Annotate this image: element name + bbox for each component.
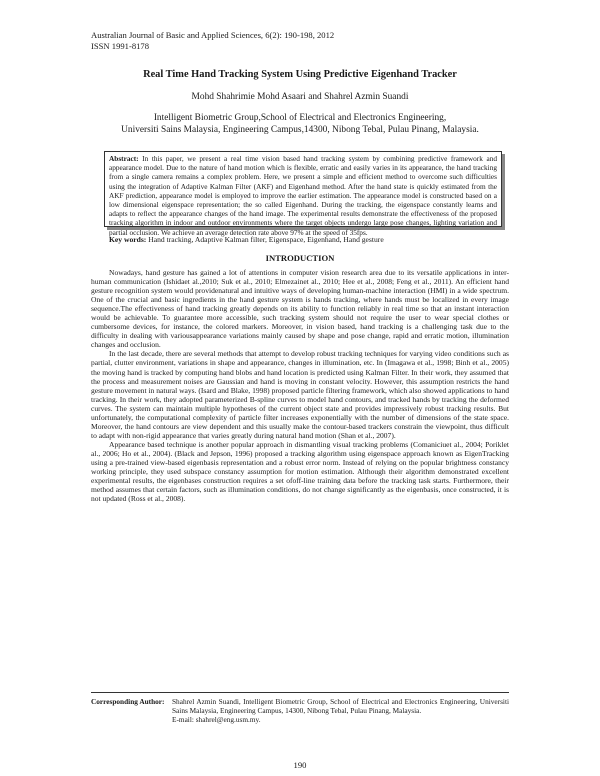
paragraph: In the last decade, there are several methods that attempt to develop robust tracking techniques for varying video conditions such as partial, clutter environment, variations in shape and appearance, changes in illumination, etc. In (Imagawa et al., 1998; Binh et al., 2005) the moving hand is tracked by computing hand blobs and hand location is predicted using Kalman Filter. In their work, they assumed that the process and measurement noises are Gaussian and hand is moving in constant velocity. However, this assumption restricts the hand gesture movement in natural ways. (Isard and Blake, 1998) proposed particle filtering framework, which also showed applications to hand tracking. In their work, they adopted parameterized B-spline curves to model hand contours, and tracked hands by tracking the deformed curves. The system can maintain multiple hypotheses of the current object state and provides impressively robust tracking results. But unfortunately, the computational complexity of particle filter increases exponentially with the number of dimensions of the state space. Moreover, the hand contours are view dependent and this usually make the contour-based trackers constrain the viewpoint, thus difficult to adapt with non-rigid appearance that varies greatly during natural hand motion (Shan et al., 2007). [91, 349, 509, 440]
running-head [91, 30, 334, 52]
footnote-email: E-mail: shahrel@eng.usm.my. [172, 715, 261, 724]
section-heading: INTRODUCTION [265, 253, 335, 263]
journal-citation: Australian Journal of Basic and Applied Sciences, 6(2): 190-198, 2012 [91, 30, 335, 40]
footnote-divider [91, 692, 509, 693]
abstract-label: Abstract: [109, 154, 139, 163]
footnote-address: Shahrel Azmin Suandi, Intelligent Biometric Group, School of Electrical and Electronics Engineering, Universiti Sains Malaysia, Engineering Campus, 14300, Nibong Tebal, Pulau Pinang, Malaysia. [172, 697, 509, 715]
footnote-text [172, 697, 509, 724]
body-text [91, 268, 509, 658]
abstract-box [104, 151, 502, 237]
affiliation [60, 112, 540, 136]
footnote-label: Corresponding Author: [91, 697, 165, 706]
issn: ISSN 1991-8178 [91, 41, 150, 51]
keywords-text: Hand tracking, Adaptive Kalman filter, Eigenspace, Eigenhand, Hand gesture [148, 235, 384, 244]
paper-title: Real Time Hand Tracking System Using Predictive Eigenhand Tracker [143, 69, 457, 80]
affiliation-line-1: Intelligent Biometric Group,School of Electrical and Electronics Engineering, [153, 113, 447, 123]
abstract-text: In this paper, we present a real time vision based hand tracking system by combining predictive framework and appearance model. Due to the nature of hand motion which is flexible, erratic and easily varies in its appearance, the hand tracking from a single camera remains a complex problem. Here, we present a simple and efficient method to overcome such difficulties using the integration of Adaptive Kalman Filter (AKF) and Eigenhand method. After the hand state is quickly estimated from the AKF prediction, appearance model is employed to improve the earlier estimation. The appearance model is constructed based on a low dimensional eigenspace representation; the so called Eigenhand. During the tracking, the eigenspace constantly learns and adapts to reflect the appearance changes of the hand image. The experimental results demonstrate the effectiveness of the proposed tracking algorithm in indoor and outdoor environments where the target objects undergo large pose changes, lighting variation and partial occlusion. We achieve an average detection rate above 97% at the speed of 35fps. [109, 154, 497, 237]
affiliation-line-2: Universiti Sains Malaysia, Engineering Campus,14300, Nibong Tebal, Pulau Pinang, Malaysia. [121, 125, 479, 135]
author-list: Mohd Shahrimie Mohd Asaari and Shahrel Azmin Suandi [191, 92, 409, 102]
paragraph: Appearance based technique is another popular approach in dismantling visual tracking problems (Comaniciuet al., 2004; Poriklet al., 2006; Ho et al., 2004). (Black and Jepson, 1996) proposed a tracking algorithm using eigenspace approach known as EigenTracking using a pre-trained view-based eigenbasis representation and a robust error norm. Instead of relying on the popular brightness constancy working principle, they used subspace constancy assumption for motion estimation. Although their algorithm demonstrated excellent experimental results, the eigenbases construction requires a set ofoff-line training data before the tracking task starts. Furthermore, their method assumes that certain factors, such as illumination conditions, do not change significantly as the eigenbasis, once constructed, it is not updated (Ross et al., 2008). [91, 439, 509, 504]
keywords [109, 235, 509, 245]
keywords-label: Key words: [109, 235, 147, 244]
paragraph: Nowadays, hand gesture has gained a lot of attentions in computer vision research area due to its versatile applications in inter-human communication (Ishidaet al.,2010; Suk et al., 2010; Elmezainet al., 2010; Hee et al., 2008; Feng et al., 2011). An efficient hand gesture recognition system would providenatural and intuitive ways of developing human-machine interaction (HMI) in a wide spectrum. One of the crucial and basic ingredients in the hand gesture system is hands tracking, where hands must be localized in every image sequence.The effectiveness of hand tracking greatly depends on its ability to function reliably in real time so that an instant interaction would be achievable. To guarantee more accessible, such tracking system should not require the user to wear special clothes or cumbersome devices, for instance, the colored markers. Moreover, in vision based, hand tracking is a challenging task due to the difficulty in dealing with variousappearance variations mainly caused by shape and pose change, rapid and erratic motion, illumination changes and occlusion. [91, 268, 509, 350]
page-number: 190 [293, 760, 307, 770]
corresponding-author-footnote [91, 697, 509, 724]
